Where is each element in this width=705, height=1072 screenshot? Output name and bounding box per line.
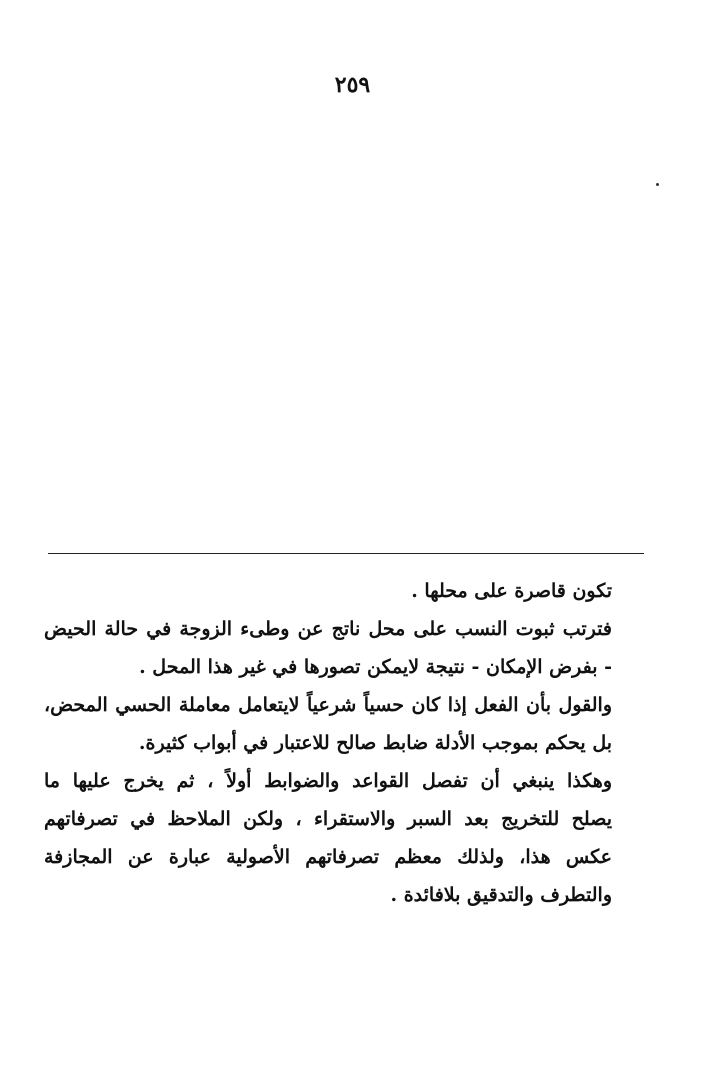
text-line: - بفرض الإمكان - نتيجة لايمكن تصورها في غير هذا المحل . [139, 656, 612, 678]
scan-speck [656, 183, 659, 186]
text-line: عكس هذا، ولذلك معظم تصرفاتهم الأصولية عبارة عن المجازفة [44, 846, 612, 868]
text-line: والتطرف والتدقيق بلافائدة . [390, 884, 612, 906]
body-text [44, 572, 612, 914]
page-number: ٢٥٩ [334, 72, 371, 98]
section-divider [48, 553, 644, 554]
text-line: وهكذا ينبغي أن تفصل القواعد والضوابط أولاً ، ثم يخرج عليها ما [44, 770, 612, 792]
text-line: فترتب ثبوت النسب على محل ناتج عن وطىء الزوجة في حالة الحيض [44, 618, 612, 640]
text-line: بل يحكم بموجب الأدلة ضابط صالح للاعتبار في أبواب كثيرة. [138, 732, 612, 754]
text-line: تكون قاصرة على محلها . [411, 580, 612, 602]
text-line: يصلح للتخريج بعد السبر والاستقراء ، ولكن الملاحظ في تصرفاتهم [44, 808, 612, 830]
text-line: والقول بأن الفعل إذا كان حسياً شرعياً لايتعامل معاملة الحسي المحض، [44, 694, 612, 716]
